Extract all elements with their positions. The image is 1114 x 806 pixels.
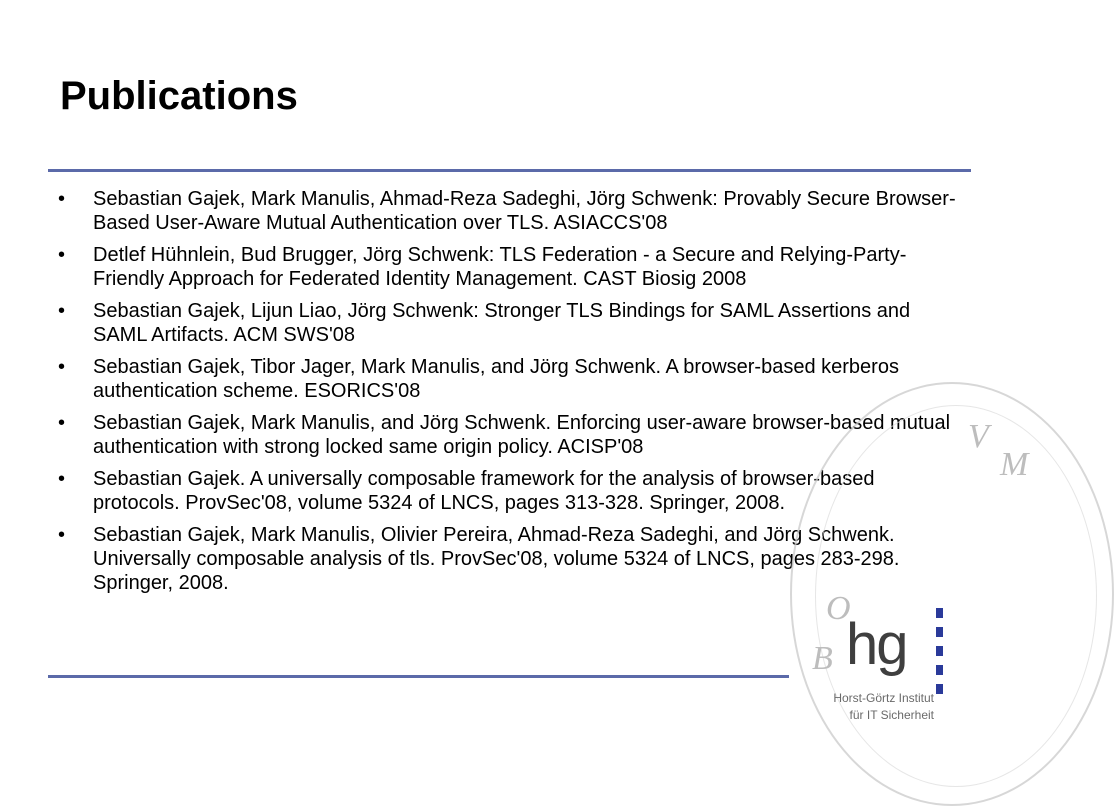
list-item <box>58 355 958 403</box>
list-item <box>58 299 958 347</box>
publication-text: Detlef Hühnlein, Bud Brugger, Jörg Schwenk: TLS Federation - a Secure and Relying-Party-Friendly Approach for Federated Identity Management. CAST Biosig 2008 <box>93 244 907 290</box>
seal-inner-ring <box>815 405 1097 787</box>
list-item <box>58 187 958 235</box>
bottom-divider <box>48 675 789 678</box>
institute-line-1: Horst-Görtz Institut <box>833 691 934 705</box>
list-item <box>58 243 958 291</box>
institute-name <box>818 690 934 724</box>
publication-text: Sebastian Gajek, Mark Manulis, Ahmad-Reza Sadeghi, Jörg Schwenk: Provably Secure Browser-Based User-Aware Mutual Authentication over TLS. ASIACCS'08 <box>93 188 956 234</box>
institute-line-2: für IT Sicherheit <box>849 708 934 722</box>
hgi-logo-i-icon <box>936 608 944 703</box>
publication-text: Sebastian Gajek, Mark Manulis, and Jörg Schwenk. Enforcing user-aware browser-based mutual authentication with strong locked same origin policy. ACISP'08 <box>93 412 951 458</box>
bullet-icon: • <box>58 356 66 378</box>
seal-letter: O <box>826 590 851 627</box>
seal-letter: B <box>812 640 833 677</box>
bullet-icon: • <box>58 468 66 490</box>
publication-text: Sebastian Gajek, Lijun Liao, Jörg Schwenk: Stronger TLS Bindings for SAML Assertions and SAML Artifacts. ACM SWS'08 <box>93 300 911 346</box>
hgi-logo-text: hg <box>846 612 907 677</box>
seal-letter: V <box>968 418 989 455</box>
bullet-icon: • <box>58 524 66 546</box>
top-divider <box>48 169 971 172</box>
bullet-icon: • <box>58 300 66 322</box>
bullet-icon: • <box>58 188 66 210</box>
bullet-icon: • <box>58 412 66 434</box>
publication-text: Sebastian Gajek, Tibor Jager, Mark Manulis, and Jörg Schwenk. A browser-based kerberos authentication scheme. ESORICS'08 <box>93 356 899 402</box>
list-item <box>58 411 958 459</box>
seal-letter: M <box>1000 446 1029 483</box>
bullet-icon: • <box>58 244 66 266</box>
publication-text: Sebastian Gajek. A universally composable framework for the analysis of browser-based protocols. ProvSec'08, volume 5324 of LNCS, pages 313-328. Springer, 2008. <box>93 468 875 514</box>
publication-text: Sebastian Gajek, Mark Manulis, Olivier Pereira, Ahmad-Reza Sadeghi, and Jörg Schwenk. Universally composable analysis of tls. ProvSec'08, volume 5324 of LNCS, pages 283-298. Springer, 2008. <box>93 524 900 594</box>
slide-title: Publications <box>60 74 298 118</box>
